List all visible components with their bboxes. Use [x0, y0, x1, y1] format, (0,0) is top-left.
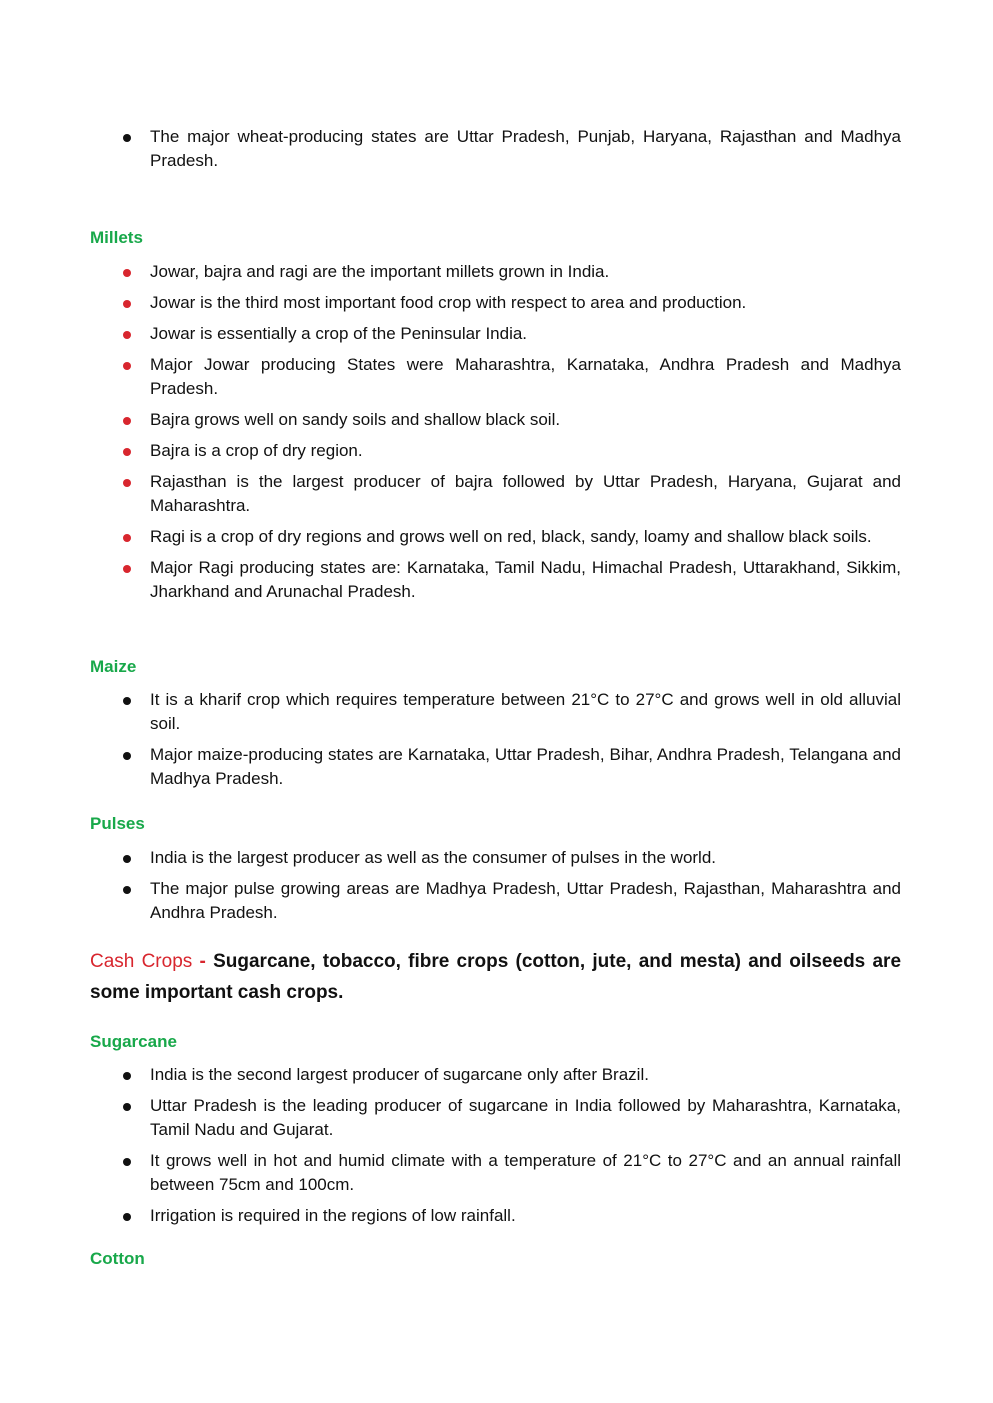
bullet-icon — [123, 1103, 131, 1111]
list-item — [90, 877, 901, 925]
list-item-text: The major pulse growing areas are Madhya Pradesh, Uttar Pradesh, Rajasthan, Maharashtra and Andhra Pradesh. — [150, 879, 901, 922]
list-item — [90, 353, 901, 401]
list-item — [90, 125, 901, 173]
list-item-text: India is the largest producer as well as the consumer of pulses in the world. — [150, 848, 717, 867]
list-item-text: India is the second largest producer of sugarcane only after Brazil. — [150, 1065, 649, 1084]
list-item — [90, 556, 901, 604]
list-item-text: Ragi is a crop of dry regions and grows well on red, black, sandy, loamy and shallow black soils. — [150, 527, 872, 546]
heading-sugarcane: Sugarcane — [90, 1032, 177, 1051]
list-item-text: Bajra is a crop of dry region. — [150, 441, 363, 460]
millets-list — [90, 260, 901, 611]
bullet-icon — [123, 1072, 131, 1080]
heading-cotton: Cotton — [90, 1249, 145, 1268]
bullet-icon — [123, 134, 131, 142]
list-item-text: Rajasthan is the largest producer of bajra followed by Uttar Pradesh, Haryana, Gujarat and Maharashtra. — [150, 472, 901, 515]
list-item — [90, 1094, 901, 1142]
heading-millets: Millets — [90, 228, 143, 247]
bullet-icon — [123, 331, 131, 339]
cash-crops-title: Cash Crops — [90, 951, 193, 972]
heading-pulses: Pulses — [90, 814, 145, 833]
bullet-icon — [123, 886, 131, 894]
bullet-icon — [123, 697, 131, 705]
list-item-text: Jowar is essentially a crop of the Peninsular India. — [150, 324, 528, 343]
heading-maize: Maize — [90, 657, 137, 676]
list-item — [90, 291, 901, 315]
list-item-text: It grows well in hot and humid climate with a temperature of 21°C to 27°C and an annual rainfall between 75cm and 100cm. — [150, 1151, 901, 1194]
list-item — [90, 743, 901, 791]
cash-crops-dash: - — [199, 951, 206, 972]
list-item-text: Uttar Pradesh is the leading producer of sugarcane in India followed by Maharashtra, Karnataka, Tamil Nadu and Gujarat. — [150, 1096, 901, 1139]
bullet-icon — [123, 1213, 131, 1221]
bullet-icon — [123, 752, 131, 760]
bullet-icon — [123, 1158, 131, 1166]
bullet-icon — [123, 417, 131, 425]
list-item-text: Jowar is the third most important food crop with respect to area and production. — [150, 293, 747, 312]
list-item — [90, 470, 901, 518]
list-item — [90, 688, 901, 736]
pulses-list — [90, 846, 901, 932]
list-item-text: Jowar, bajra and ragi are the important millets grown in India. — [150, 262, 610, 281]
bullet-icon — [123, 565, 131, 573]
list-item-text: It is a kharif crop which requires temperature between 21°C to 27°C and grows well in old alluvial soil. — [150, 690, 901, 733]
list-item — [90, 846, 901, 870]
list-item-text: Major maize-producing states are Karnataka, Uttar Pradesh, Bihar, Andhra Pradesh, Telangana and Madhya Pradesh. — [150, 745, 901, 788]
wheat-list — [90, 125, 901, 180]
list-item — [90, 1063, 901, 1087]
bullet-icon — [123, 479, 131, 487]
bullet-icon — [123, 362, 131, 370]
list-item — [90, 260, 901, 284]
list-item-text: Bajra grows well on sandy soils and shallow black soil. — [150, 410, 561, 429]
bullet-icon — [123, 855, 131, 863]
list-item — [90, 1204, 901, 1228]
list-item-text: Major Ragi producing states are: Karnataka, Tamil Nadu, Himachal Pradesh, Uttarakhand, Sikkim, Jharkhand and Arunachal Pradesh. — [150, 558, 901, 601]
cash-crops-text: Sugarcane, tobacco, fibre crops (cotton, jute, and mesta) and oilseeds are some important cash crops. — [90, 951, 902, 1003]
cash-crops-paragraph — [90, 946, 901, 1008]
list-item-text: Major Jowar producing States were Maharashtra, Karnataka, Andhra Pradesh and Madhya Pradesh. — [150, 355, 901, 398]
list-item — [90, 1149, 901, 1197]
list-item-text: Irrigation is required in the regions of low rainfall. — [150, 1206, 516, 1225]
bullet-icon — [123, 269, 131, 277]
list-item-text: The major wheat-producing states are Uttar Pradesh, Punjab, Haryana, Rajasthan and Madhya Pradesh. — [150, 127, 901, 170]
list-item — [90, 408, 901, 432]
list-item — [90, 525, 901, 549]
bullet-icon — [123, 448, 131, 456]
maize-list — [90, 688, 901, 798]
list-item — [90, 322, 901, 346]
list-item — [90, 439, 901, 463]
bullet-icon — [123, 534, 131, 542]
sugarcane-list — [90, 1063, 901, 1235]
bullet-icon — [123, 300, 131, 308]
